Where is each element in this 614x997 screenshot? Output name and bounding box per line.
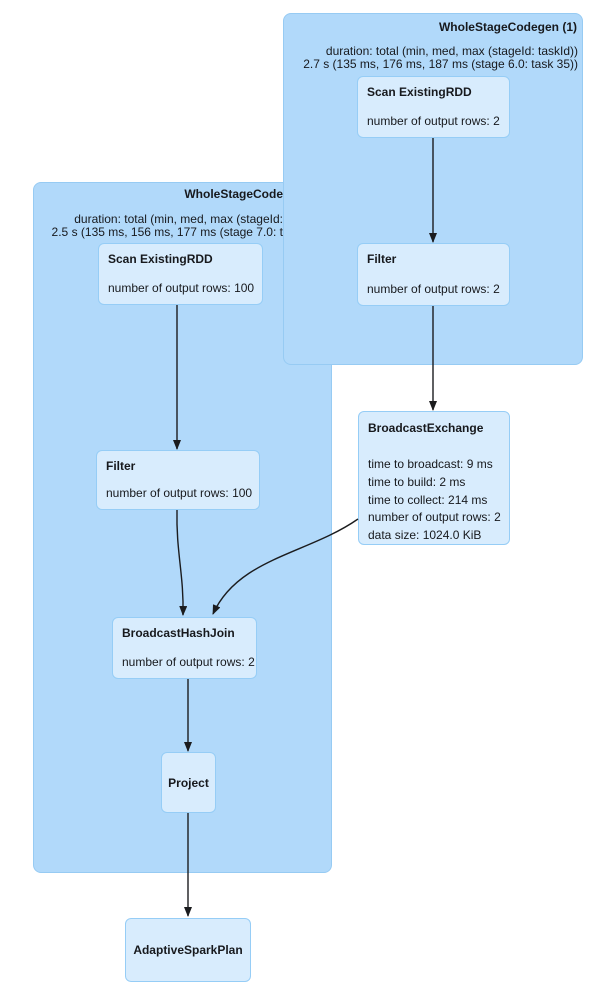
node-title: Scan ExistingRDD xyxy=(367,85,472,99)
cluster-duration-line1: duration: total (min, med, max (stageId: xyxy=(74,212,283,226)
cluster-title: WholeStageCodegen (1) xyxy=(438,20,577,34)
node-title: BroadcastExchange xyxy=(368,421,484,435)
node-filter-2[interactable] xyxy=(96,450,260,510)
node-metric: data size: 1024.0 KiB xyxy=(368,528,482,543)
node-scan-existingrdd-2[interactable] xyxy=(98,243,263,305)
node-metric: number of output rows: 2 xyxy=(367,114,500,128)
node-title: Filter xyxy=(367,252,397,266)
node-metric: number of output rows: 2 xyxy=(122,655,255,669)
node-metrics xyxy=(368,456,501,545)
node-metric: time to build: 2 ms xyxy=(368,474,466,489)
cluster-duration-line2: 2.7 s (135 ms, 176 ms, 187 ms (stage 6.0: task 35)) xyxy=(303,57,578,71)
node-title: AdaptiveSparkPlan xyxy=(133,943,243,957)
node-filter-1[interactable] xyxy=(357,243,510,306)
node-metric: number of output rows: 2 xyxy=(367,282,500,296)
node-title: Project xyxy=(168,775,209,790)
node-project[interactable] xyxy=(161,752,216,813)
node-metric: number of output rows: 100 xyxy=(108,281,255,295)
node-metric: time to broadcast: 9 ms xyxy=(368,457,493,471)
cluster-duration-line2: 2.5 s (135 ms, 156 ms, 177 ms (stage 7.0: t xyxy=(51,225,283,239)
node-metric: time to collect: 214 ms xyxy=(368,492,488,507)
node-broadcastexchange[interactable] xyxy=(358,411,510,545)
node-metric: number of output rows: 100 xyxy=(106,486,253,500)
node-metric: number of output rows: 2 xyxy=(368,510,501,525)
node-title: Filter xyxy=(106,459,136,473)
node-title: BroadcastHashJoin xyxy=(122,626,235,640)
cluster-duration-line1: duration: total (min, med, max (stageId: taskId)) xyxy=(325,44,578,58)
node-broadcasthashjoin[interactable] xyxy=(112,617,257,679)
cluster-title: WholeStageCode xyxy=(184,187,283,201)
node-scan-existingrdd-1[interactable] xyxy=(357,76,510,138)
node-title: Scan ExistingRDD xyxy=(108,252,213,266)
node-adaptivesparkplan[interactable] xyxy=(125,918,251,982)
